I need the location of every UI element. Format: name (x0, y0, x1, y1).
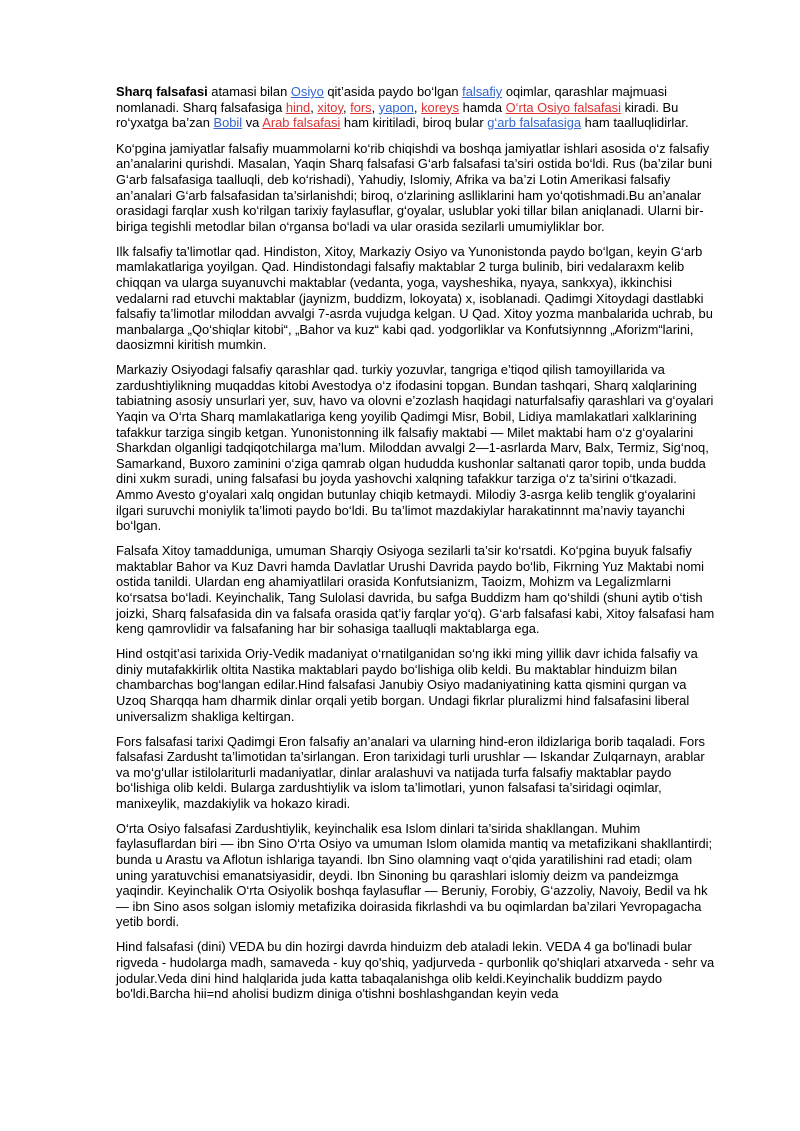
link-falsafiy[interactable]: falsafiy (462, 84, 503, 99)
paragraph: Markaziy Osiyodagi falsafiy qarashlar qad. turkiy yozuvlar, tangriga e’tiqod qilish tamoyillarida va zardushtiylikning muqaddas kitobi Avestodya o‘z ifodasini topgan. Bundan tashqari, Sharq xalqlarining tabiatning asosiy unsurlari yer, suv, havo va olovni e’zozlash haqidagi naturfalsafiy qarashlari va g‘oyalari Yaqin va O‘rta Sharq mamlakatlariga keng yoyilib Qadimgi Misr, Bobil, Lidiya mamlakatlari xalklarining tafakkur tarziga singib ketgan. Yunonistonning ilk falsafiy maktabi — Milet maktabi ham o‘z g‘oyalarini Sharkdan olganligi tadqiqotchilarga ma’lum. Miloddan avvalgi 2—1-asrlarda Marv, Balx, Termiz, Sig‘noq, Samarkand, Buxoro zaminini o‘ziga qamrab olgan hududda kushonlar saltanati qaror topib, unda budda dini xukm suradi, uning falsafasi bu joyda yashovchi xalqning tafakkur tarziga o‘z ta’sirini o‘tkazadi. Ammo Avesto g‘oyalari xalq ongidan butunlay chiqib ketmaydi. Milodiy 3-asrga kelib tenglik g‘oyalarini ilgari suruvchi moniylik ta’limoti paydo bo‘ldi. Bu ta’limot mazdakiylar harakatinnnt ma’naviy tayanchi bo‘lgan. (116, 362, 714, 534)
link-arab-falsafasi[interactable]: Arab falsafasi (262, 115, 341, 131)
link-osiyo[interactable]: Osiyo (290, 84, 324, 99)
link-yapon[interactable]: yapon (378, 99, 414, 115)
paragraph: Ko‘pgina jamiyatlar falsafiy muammolarni ko‘rib chiqishdi va boshqa jamiyatlar ishlari asosida o‘z falsafiy an’analarini qurishdi. Masalan, Yaqin Sharq falsafasi G‘arb falsafasi ta’siri ostida bo‘ldi. Rus (ba’zilar buni G‘arb falsafasiga taalluqli, deb ko‘rishadi), Yahudiy, Islomiy, Afrika va ba’zi Lotin Amerikasi falsafiy an’analari G‘arb falsafasidan ta’sirlanishdi; biroq, o‘zlarining aslliklarini ham yo‘qotishmadi.Bu an’analar orasidagi farqlar xush ko‘rilgan tarixiy faylasuflar, g‘oyalar, uslublar yoki tillar bilan aniqlanadi. Ularni bir-biriga tegishli metodlar bilan o‘rgansa bo‘ladi va ular orasida sezilarli umumiyliklar bor. (116, 140, 713, 234)
link-fors[interactable]: fors (350, 99, 372, 115)
link-xitoy[interactable]: xitoy (317, 99, 343, 115)
paragraph: Fors falsafasi tarixi Qadimgi Eron falsafiy an’analari va ularning hind-eron ildizlariga borib taqaladi. Fors falsafasi Zardusht ta’limotidan ta’sirlangan. Eron tarixidagi turli urushlar — Iskandar Zulqarnayn, arablar va mo‘g‘ullar istilolariturli madaniyatlar, dinlar aralashuvi va natijada turfa falsafiy maktablar paydo bo‘lishiga olib keldi. Bularga zardushtiylik va islom ta’limotlari, yunon falsafasi ta’siridagi oqimlar, manixeylik, mazdakiylik va hokazo kiradi. (116, 733, 705, 811)
paragraph: Hind falsafasi (dini) VEDA bu din hozirgi davrda hinduizm deb ataladi lekin. VEDA 4 ga bo'linadi bular rigveda - hudolarga madh, samaveda - kuy qo'shiq, yadjurveda - qurbonlik qo'shiqlari atxarveda - sehr va jodular.Veda dini hind halqlarida juda katta tabaqalanishga olib keldi.Keyinchalik buddizm paydo bo'ldi.Barcha hii=nd aholisi budizm diniga o'tishni boshlashgandan keyin veda (116, 939, 715, 1002)
paragraph: Hind ostqit’asi tarixida Oriy-Vedik madaniyat o‘rnatilganidan so‘ng ikki ming yillik davr ichida falsafiy va diniy mutafakkirlik oltita Nastika maktablari paydo bo‘lishiga olib keldi. Bu maktablar hinduizm bilan chambarchas bog‘langan edilar.Hind falsafasi Janubiy Osiyo madaniyatining katta qismini qurgan va Uzoq Sharqqa ham dharmik dinlar orqali yetib borgan. Undagi fikrlar pluralizmi hind falsafasini liberal universalizm shakliga keltirgan. (116, 646, 698, 724)
paragraph: O‘rta Osiyo falsafasi Zardushtiylik, keyinchalik esa Islom dinlari ta’sirida shakllangan. Muhim faylasuflardan biri — ibn Sino O‘rta Osiyo va umuman Islom olamida mantiq va metafizikani shakllantirdi; bunda u Arastu va Aflotun ishlariga tayandi. Ibn Sino olamning vaqt o‘qida yaratilishini rad etadi; olam uning yaratuvchisi emanatsiyasidir, deydi. Ibn Sinoning bu qarashlari islomiy deizm va pandeizmga yaqindir. Keyinchalik O‘rta Osiyolik boshqa faylasuflar — Beruniy, Forobiy, G‘azzoliy, Navoiy, Bedil va hk — ibn Sino asos solgan islomiy metafizika doirasida fikrlashdi va bu oqimlardan ba’zilari Yevropagacha yetib bordi. (116, 820, 713, 930)
intro-term: Sharq falsafasi (116, 84, 208, 99)
link-bobil[interactable]: Bobil (213, 115, 243, 131)
paragraph: Ilk falsafiy ta’limotlar qad. Hindiston, Xitoy, Markaziy Osiyo va Yunonistonda paydo bo‘lgan, keyin G‘arb mamlakatlariga yoyilgan. Qad. Hindistondagi falsafiy maktablar 2 turga bulinib, biri vedalaraxm kelib chiqqan va ularga suyanuvchi maktablar (vedanta, yoga, vaysheshika, nyaya, sankxya), ikkinchisi vedalarni rad etuvchi maktablar (jaynizm, buddizm, lokoyata) x, isoblanadi. Qadimgi Xitoydagi dastlabki falsafiy ta’limotlar miloddan avvalgi 7-asrda vujudga kelgan. U Qad. Xitoy yozma manbalarida uchrab, bu manbalarga „Qo‘shiqlar kitobi“, „Bahor va kuz“ kabi qad. yodgorliklar va Konfutsiynnng „Aforizm“larini, daosizmni kiritish mumkin. (116, 243, 713, 353)
link-orta-osiyo-falsafasi[interactable]: O‘rta Osiyo falsafasi (505, 99, 621, 115)
link-hind[interactable]: hind (285, 99, 311, 115)
article-body (116, 84, 716, 1011)
link-koreys[interactable]: koreys (421, 99, 460, 115)
link-garb-falsafasiga[interactable]: g‘arb falsafasiga (487, 115, 582, 131)
paragraph: Falsafa Xitoy tamadduniga, umuman Sharqiy Osiyoga sezilarli ta’sir ko‘rsatdi. Ko‘pgina buyuk falsafiy maktablar Bahor va Kuz Davri hamda Davlatlar Urushi Davrida paydo bo‘lib, Fikrning Yuz Maktabi nomi ostida tanildi. Ulardan eng ahamiyatlilari orasida Konfutsianizm, Taoizm, Mohizm va Legalizmlarni ko‘rsatsa bo‘ladi. Keyinchalik, Tang Sulolasi davrida, bu safga Buddizm ham qo‘shildi (shuni aytib o‘tish joizki, Sharq falsafasida din va falsafa orasida qat’iy farqlar yo‘q). G‘arb falsafasi kabi, Xitoy falsafasi ham keng qamrovlidir va falsafaning har bir sohasiga taalluqli maktablarga ega. (116, 543, 715, 637)
intro-paragraph: Sharq falsafasi atamasi bilan Osiyo qit’asida paydo bo‘lgan falsafiy oqimlar, qarashlar majmuasi nomlanadi. Sharq falsafasiga hind, xitoy, fors, yapon, koreys hamda O‘rta Osiyo falsafasi kiradi. Bu ro‘yxatga ba’zan Bobil va Arab falsafasi ham kiritiladi, biroq bular g‘arb falsafasiga ham taalluqlidirlar. (116, 84, 689, 131)
